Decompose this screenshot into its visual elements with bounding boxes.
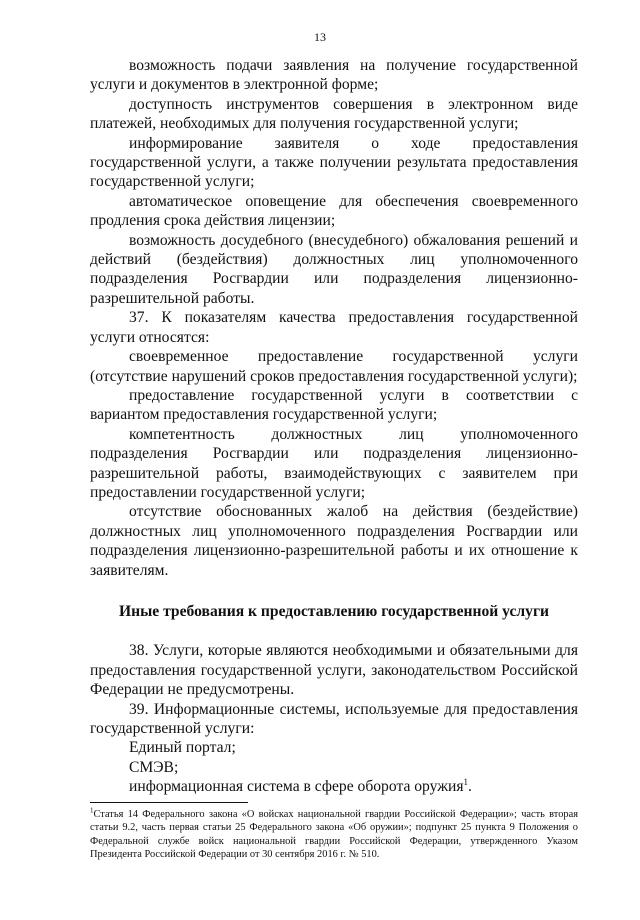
list-item-with-footnote xyxy=(90,777,578,796)
paragraph: предоставление государственной услуги в соответствии с вариантом предоставления государственной услуги; xyxy=(90,386,578,424)
list-item: СМЭВ; xyxy=(129,758,179,776)
paragraph: автоматическое оповещение для обеспечения своевременного продления срока действия лицензии; xyxy=(90,192,578,230)
paragraph: отсутствие обоснованных жалоб на действия (бездействие) должностных лиц уполномоченного подразделения Росгвардии или подразделения лицензионно-разрешительной работы и их отношение к заявителям. xyxy=(90,503,578,579)
document-body xyxy=(90,56,578,797)
paragraph: своевременное предоставление государственной услуги (отсутствие нарушений сроков предоставления государственной услуги); xyxy=(90,348,578,385)
paragraph: возможность подачи заявления на получение государственной услуги и документов в электронной форме; xyxy=(90,57,578,94)
footnote-marker: 1 xyxy=(90,806,94,815)
footnote xyxy=(90,808,578,862)
paragraph: информирование заявителя о ходе предоставления государственной услуги, а также получении результата предоставления государственной услуги; xyxy=(90,134,578,191)
list-item: Единый портал; xyxy=(129,739,236,757)
paragraph: 37. К показателям качества предоставления государственной услуги относятся: xyxy=(90,309,578,346)
paragraph: 39. Информационные системы, используемые для предоставления государственной услуги: xyxy=(90,700,578,737)
page-number: 13 xyxy=(314,30,326,44)
list-item-text: информационная система в сфере оборота оружия xyxy=(129,778,464,796)
paragraph: доступность инструментов совершения в электронном виде платежей, необходимых для получения государственной услуги; xyxy=(90,95,578,133)
footnote-divider xyxy=(90,802,248,803)
paragraph: 38. Услуги, которые являются необходимыми и обязательными для предоставления государственной услуги, законодательством Российской Федерации не предусмотрены. xyxy=(90,642,578,699)
list-item-trailing: . xyxy=(468,778,472,796)
footnote-reference: 1 xyxy=(463,777,469,788)
section-heading: Иные требования к предоставлению государственной услуги xyxy=(118,602,550,620)
paragraph: компетентность должностных лиц уполномоченного подразделения Росгвардии или подразделения лицензионно-разрешительной работы, взаимодействующих с заявителем при предоставлении государственной услуги; xyxy=(90,425,578,501)
paragraph: возможность досудебного (внесудебного) обжалования решений и действий (бездействия) должностных лиц уполномоченного подразделения Росгвардии или подразделения лицензионно-разрешительной работы. xyxy=(90,231,578,307)
footnote-text: Статья 14 Федерального закона «О войсках национальной гвардии Российской Федерации»; часть вторая статьи 9.2, часть первая статьи 25 Федерального закона «Об оружии»; подпункт 25 пункта 9 Положения о Федеральной службе войск национальной гвардии Российской Федерации, утвержденного Указом Президента Российской Федерации от 30 сентября 2016 г. № 510. xyxy=(90,809,578,861)
